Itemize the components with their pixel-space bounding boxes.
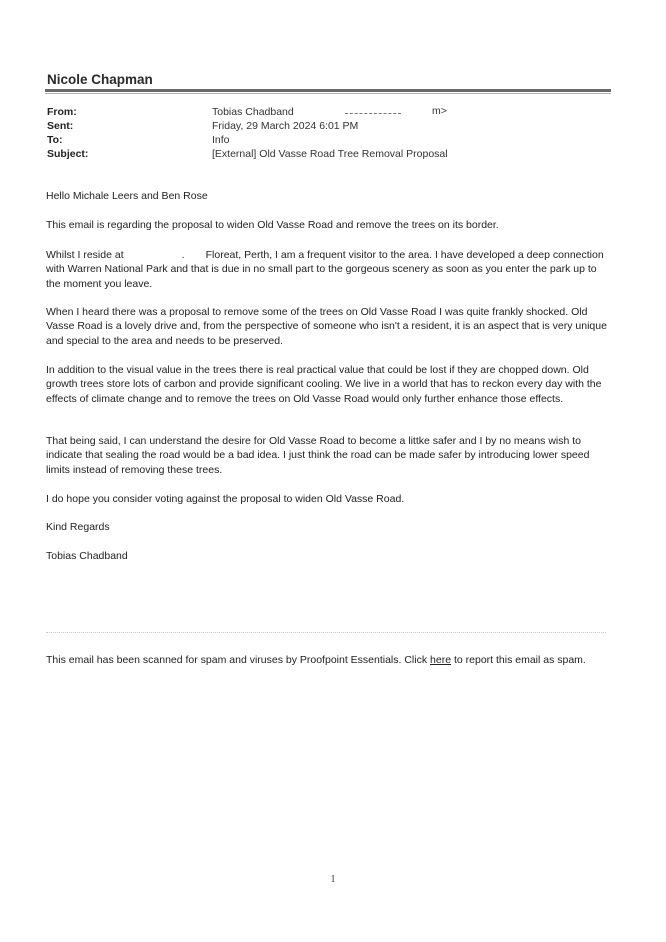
- header-divider: [45, 89, 611, 92]
- signature: Tobias Chadband: [46, 550, 128, 562]
- scan-notice: [46, 654, 586, 666]
- redacted-email: [345, 113, 401, 116]
- mailbox-owner-name: Nicole Chapman: [47, 72, 153, 87]
- subject-label: Subject:: [47, 148, 89, 160]
- sent-value: Friday, 29 March 2024 6:01 PM: [212, 120, 359, 132]
- paragraph-3: When I heard there was a proposal to remove some of the trees on Old Vasse Road I was quite frankly shocked. Old Vasse Road is a lovely drive and, from the perspective of someone who isn't a resident, it is an aspect that is very unique and special to the area and needs to be preserved.: [46, 306, 607, 347]
- paragraph-1: This email is regarding the proposal to widen Old Vasse Road and remove the trees on its border.: [46, 219, 499, 231]
- greeting: Hello Michale Leers and Ben Rose: [46, 190, 208, 202]
- from-email-suffix: m>: [432, 105, 447, 117]
- paragraph-2: Whilst I reside at . Floreat, Perth, I am a frequent visitor to the area. I have developed a deep connection with Warren National Park and that is due in no small part to the gorgeous scenery as soon as you enter the park up to the moment you leave.: [46, 249, 604, 290]
- paragraph-2-rest: Floreat, Perth, I am a frequent visitor to the area. I have developed a deep connection with Warren National Park and that is due in no small part to the gorgeous scenery as soon as you enter the park up to the moment you leave.: [46, 249, 604, 290]
- sent-label: Sent:: [47, 120, 74, 132]
- paragraph-2-start: Whilst I reside at: [46, 249, 124, 261]
- to-value: Info: [212, 134, 230, 146]
- report-spam-link[interactable]: here: [430, 654, 452, 666]
- from-label: From:: [47, 106, 77, 118]
- sign-off: Kind Regards: [46, 521, 110, 533]
- footer-divider: [46, 632, 606, 633]
- scan-notice-text: This email has been scanned for spam and viruses by Proofpoint Essentials. Click: [46, 654, 431, 666]
- header-divider-thin: [45, 93, 611, 94]
- scan-notice-tail: to report this email as spam.: [451, 654, 586, 666]
- paragraph-6: I do hope you consider voting against the proposal to widen Old Vasse Road.: [46, 493, 405, 505]
- paragraph-4: In addition to the visual value in the trees there is real practical value that could be lost if they are chopped down. Old growth trees store lots of carbon and provide significant cooling. We live in a world that has to reckon every day with the effects of climate change and to remove the trees on Old Vasse Road would only further enhance those effects.: [46, 364, 602, 405]
- to-label: To:: [47, 134, 63, 146]
- from-value: Tobias Chadband: [212, 106, 294, 118]
- subject-value: [External] Old Vasse Road Tree Removal Proposal: [212, 148, 448, 160]
- paragraph-5: That being said, I can understand the desire for Old Vasse Road to become a littke safer and I by no means wish to indicate that sealing the road would be a bad idea. I just think the road can be made safer by introducing lower speed limits instead of removing these trees.: [46, 435, 590, 476]
- page-number: 1: [330, 874, 336, 885]
